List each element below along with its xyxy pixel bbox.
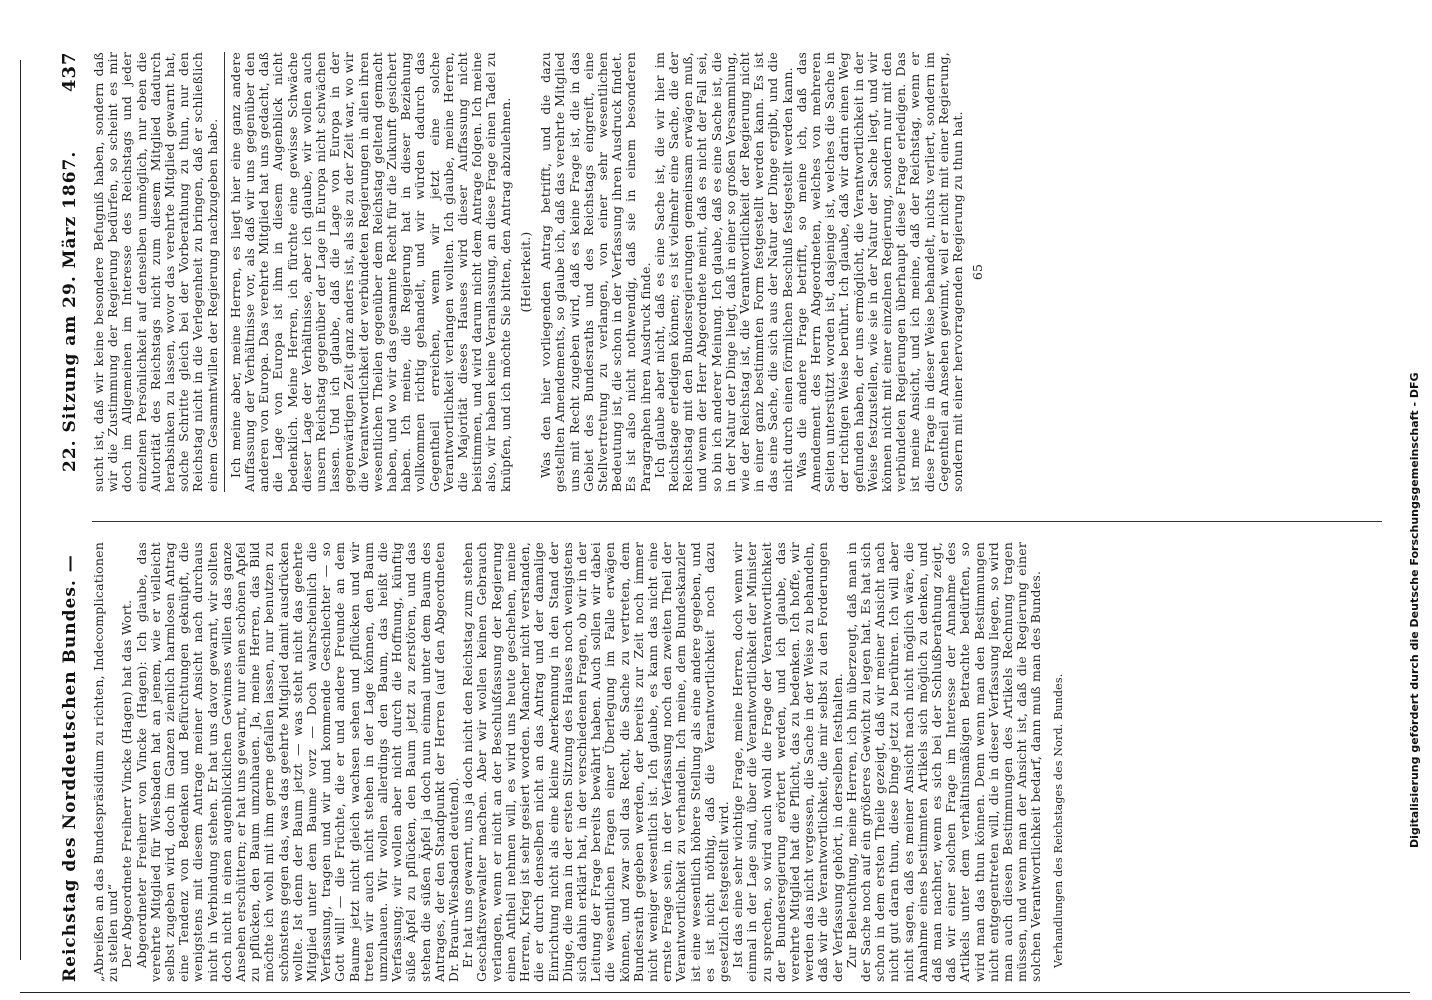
right-paragraph-1: sucht ist, daß wir keine besondere Befugniß haben, sondern daß wir die Zustimmung der Regierung bedürfen, so scheint es mir doch im Allgemeinen im Interesse des Reichstags und jeder einzelnen Persönlichkeit auf denselben unmöglich, nur eben die Autorität des Reichstags nicht zum diesem Mitglied dadurch herabsinken zu lassen, wovor das verehrte Mitglied gewarnt hat, solche Schritte gleich bei der Vorberathung zu thun, nur den Reichstag nicht in die Verlegenheit zu bringen, daß er schließlich einem Gesammtwillen der Regierung nachzugeben habe. — [91, 52, 220, 492]
section-rule — [224, 52, 225, 492]
page-content — [56, 32, 1416, 992]
digitization-credit: Digitalisierung gefördert durch die Deutsche Forschungsgemeinschaft - DFG — [1408, 372, 1421, 848]
signature-mark: 65 — [970, 263, 986, 281]
footer-left: Verhandlungen des Reichstages des Nord. Bundes. — [1051, 673, 1065, 968]
right-paragraph-5: Was die andere Frage betrifft, so meine ich, daß das Amendement des Herrn Abgeordneten, welches von mehreren Seiten unterstützt worden ist, dasjenige ist, welches die Sache in der richtigen Weise berührt. Ich glaube, daß wir darin einen Weg gefunden haben, der uns ermöglicht, die Verantwortlichkeit in der Weise festzustellen, wie sie in der Natur der Sache liegt, und wir können nicht mit einer einzelnen Regierung, sondern nur mit den verbündeten Regierungen überhaupt diese Frage erledigen. Das ist meine Ansicht, und ich meine, daß der Reichstag, wenn er diese Frage in dieser Weise behandelt, nichts verliert, sondern im Gegentheil an Ansehen gewinnt, weil er nicht mit einer Regierung, sondern mit einer hervorragenden Regierung zu thun hat. — [793, 52, 965, 492]
left-paragraph-1: „Abreißen an das Bundespräsidium zu richten, Indecomplicationen zu stellen und“ — [91, 542, 121, 982]
scan-border-left — [20, 60, 21, 960]
left-running-head: Reichstag des Norddeutschen Bundes. — — [60, 554, 80, 982]
right-column — [92, 52, 1392, 492]
left-column — [92, 542, 1392, 982]
rotated-page — [56, 32, 1416, 992]
left-paragraph-6: Zur Beleuchtung, meine Herren, ich bin überzeugt, daß man in der Sache noch auf ein größeres Gewicht zu legen hat. Es hat sich schon in dem ersten Theile gezeigt, daß wir meiner Ansicht nach nicht gut daran thun, diese Dinge jetzt zu berühren. Ich will aber nicht sagen, daß es meiner Ansicht nach nicht möglich wäre, die Annahme eines bestimmten Artikels sich möglich zu denken, und daß man nachher, wenn es sich bei der Schlußberathung zeigt, daß wir einer solchen Frage im Interesse der Annahme des Artikels unter dem verhältnismäßigen Betrachte bedürften, so wird man das thun können. Denn wenn man den Bestimmungen nicht entgegentreten will, die in dieser Verfassung liegen, so wird man auch diesen Bestimmungen des Artikels Rechnung tragen müssen, und wenn man der Ansicht ist, daß die Regierung einer solchen Verantwortlichkeit bedarf, dann muß man des Bundes. — [843, 542, 1044, 982]
interjection-heiterkeit: (Heiterkeit.) — [517, 231, 533, 313]
column-divider — [92, 521, 1382, 522]
page-number: 437 — [59, 51, 80, 92]
left-paragraph-5: Ist das eine sehr wichtige Frage, meine Herren, doch wenn wir einmal in der Lage sind, über die Verantwortlichkeit der Minister zu sprechen, so wird auch wohl die Frage der Verantwortlichkeit der Bundesregierung erörtert werden, und ich glaube, das verehrte Mitglied hat die Pflicht, das zu bedenken. Ich hoffe, wir werden das nicht vergessen, die Sache in der Weise zu behandeln, daß wir die Verantwortlichkeit, die mir selbst zu den Forderungen der Verfassung gehört, in derselben festhalten. — [730, 542, 845, 982]
right-paragraph-4: Ich glaube aber nicht, daß es eine Sache ist, die wir hier im Reichstage erledigen können; es ist vielmehr eine Sache, die der Reichstag mit den Bundesregierungen gemeinsam erwägen muß, und wenn der Herr Abgeordnete meint, daß es nicht der Fall sei, so bin ich anderer Meinung. Ich glaube, daß es eine Sache ist, die in der Natur der Dinge liegt, daß in einer so großen Versammlung, wie der Reichstag ist, die Verantwortlichkeit der Regierung nicht in einer ganz bestimmten Form festgestellt werden kann. Es ist das eine Sache, die sich aus der Natur der Dinge ergibt, und die nicht durch einen förmlichen Beschluß festgestellt werden kann. — [651, 52, 795, 492]
right-paragraph-2: Ich meine aber, meine Herren, es liegt hier eine ganz andere Auffassung der Verhältnisse vor, als daß wir uns gegenüber den anderen von Europa. Das verehrte Mitglied hat uns gedacht, daß die Lage von Europa ist ihm in diesem Augenblick nicht bedenklich. Meine Herren, ich fürchte eine gewisse Schwäche dieser Lage der Verhältnisse, aber ich glaube, wir wollen auch unsern Reichstag gegenüber der Lage in Europa nicht schwächen lassen. Und ich glaube, daß die Lage von Europa in der gegenwärtigen Zeit ganz anders ist, als sie zu der Zeit war, wo wir die Verantwortlichkeit der verbündeten Regierungen in allen ihren wesentlichen Theilen gegenüber dem Reichstag geltend gemacht haben, und wo wir das gesammte Recht für die Zukunft gesichert haben. Ich meine, die Regierung hat in dieser Beziehung vollkommen richtig gehandelt, und wir würden dadurch das Gegentheil erreichen, wenn wir jetzt eine solche Verantwortlichkeit verlangen wollten. Ich glaube, meine Herren, die Majorität dieses Hauses wird dieser Auffassung nicht beistimmen, und wird darum nicht dem Antrage folgen. Ich meine also, wir haben keine Veranlassung, an diese Frage einen Tadel zu knüpfen, und ich möchte Sie bitten, den Antrag abzulehnen. — [227, 52, 513, 492]
left-paragraph-4: Er hat uns gewarnt, uns ja doch nicht den Reichstag zum stehen Geschäftsverwalter machen. Aber wir wollen keinen Gebrauch verlangen, wenn er nicht an der Beschlußfassung der Regierung einen Antheil nehmen will, es wird uns heute geschehen, meine Herren, Krieg ist sehr gesiert worden. Mancher nicht verstanden, die er durch denselben nicht an das Antrag und der damalige Einrichtung nicht als eine kleine Anerkennung in den Stand der Dinge, die man in der ersten Sitzung des Hauses noch wenigstens sich dahin erklärt hat, in der verschiedenen Fragen, ob wir in der Leitung der Frage bereits bewährt haben. Auch sollen wir dabei die wesentlichen Fragen einer Überlegung im Falle erwägen können, und zwar soll das Recht, die Sache zu vertreten, dem Bundesrath gegeben werden, der bereits zur Zeit noch immer nicht weniger wesentlich ist. Ich glaube, es kann das nicht eine ernste Frage sein, in der Verfassung noch den zweiten Theil der Verantwortlichkeit zu verhandeln. Ich meine, dem Bundeskanzler ist eine wesentlich höhere Stellung als eine andere gegeben, und es ist nicht nöthig, daß die Verantwortlichkeit noch dazu gesetzlich festgestellt wird. — [460, 542, 731, 982]
left-paragraph-3: Abgeordneter Freiherr von Vincke (Hagen): Ich glaube, das verehrte Mitglied für Wiesbaden hat an jenem, wie er vielleicht selbst zugeben wird, doch im Ganzen ziemlich harmlosen Antrag eine Tendenz von Bedenken und Befürchtungen geknüpft, die wenigstens mit diesem Antrage meiner Ansicht nach durchaus nicht in Verbindung stehen. Er hat uns davor gewarnt, wir sollten doch nicht in einen augenblicklichen Gewinnes willen das ganze Ansehen erschüttern; er hat uns gewarnt, nur einen schönen Apfel zu pflücken, den Baum umzuhauen. Ja, meine Herren, das Bild möchte ich wohl mit ihm gerne gefallen lassen, nur benutzen zu schönstens gegen das, was das geehrte Mitglied damit ausdrücken wollte. Ist denn der Baum jetzt — was steht nicht das geehrte Mitglied unter dem Baume vorz — Doch wahrscheinlich die Verfassung, tragen und wir und kommende Geschlechter — so Gott will! — die Früchte, die er und andere Freunde an dem Baume jetzt nicht gleich wachsen sehen und pflücken und wir treten wir auch nicht stehen in der Lage können, den Baum umzuhauen. Wir wollen allerdings den Baum, das heißt die Verfassung; wir wollen aber nicht durch die Hoffnung, künftig süße Äpfel zu pflücken, den Baum jetzt zu zerstören, und das stehen die süßen Äpfel ja doch nun einmal unter dem Baum des Antrages, der den Standpunkt der Herren (auf den Abgeordneten Dr. Braun-Wiesbaden deutend). — [133, 542, 462, 982]
right-paragraph-3: Was den hier vorliegenden Antrag betrifft, und die dazu gestellten Amendements, so glaube ich, daß das verehrte Mitglied uns mit Recht zugeben wird, daß es keine Frage ist, die in das Gebiet des Bundesraths und des Reichstags eingreift, eine Stellvertretung zu verlangen, von einer sehr wesentlichen Bedeutung ist, die schon in der Verfassung ihren Ausdruck findet. Es ist also nicht nothwendig, daß sie in einem besonderen Paragraphen ihren Ausdruck finde. — [538, 52, 653, 492]
left-paragraph-2: Der Abgeordnete Freiherr Vincke (Hagen) hat das Wort. — [119, 599, 135, 968]
document-page — [56, 32, 1416, 992]
scan-border-bottom — [20, 992, 1410, 993]
page-header — [56, 32, 84, 992]
right-running-head: 22. Sitzung am 29. März 1867. — [60, 150, 80, 472]
